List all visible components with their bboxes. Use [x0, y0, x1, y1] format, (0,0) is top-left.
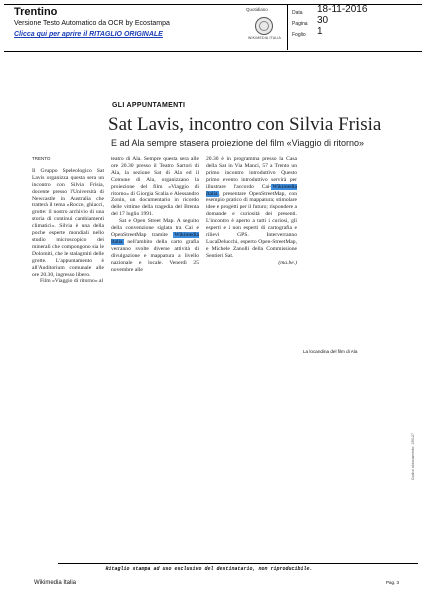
column-3-text-a: 20.30 è in programma presso la Casa della Sat in Via Manci, 57 a Trento un primo incontro introduttivo Questo primo evento introduttivo servirà per illustrare l'accordo Cai-	[206, 156, 297, 190]
foglio-label: Foglio	[292, 32, 306, 38]
wikimedia-logo-icon	[255, 17, 273, 35]
column-2-text-b2: nell'ambito della carto grafia verranno svolte diverse attività di divulgazione e mappatura a livello nazionale e locale. Venerdì 25 novembre alle	[111, 238, 199, 273]
article-column-3	[206, 156, 297, 267]
article-column-2	[111, 156, 199, 273]
column-1-film-intro: Film «Viaggio di ritorno» al	[40, 278, 104, 285]
footer-divider	[58, 563, 418, 564]
wikimedia-logo-text: WIKIMEDIA ITALIA	[248, 36, 282, 40]
column-2-text-b1: Sat e Open Street Map. A seguito della convenzione siglata tra Cai e OpenStreetMap tramite	[111, 218, 199, 238]
image-caption: La locandina del film di Ala	[303, 349, 358, 354]
column-2-text-a: teatro di Ala. Sempre questa sera alle ore 20.30 presso il Teatro Sartori di Ala, la sezione Sat di Ala ed il Comune di Ala, organizzano la proiezione del film «Viaggio di ritorno» di Giorgia Scalia e Alessandro Zonin, un documentario in ricordo delle vittime della tragedia del Brenta del 17 luglio 1991.	[111, 156, 199, 218]
source-name: Wikimedia Italia	[34, 580, 77, 586]
data-value: 18-11-2016	[317, 4, 368, 15]
column-2-paragraph	[111, 218, 199, 273]
open-original-link[interactable]: Clicca qui per aprire il RITAGLIO ORIGINALE	[14, 31, 163, 38]
subscription-code: Codice abbonamento: 135127	[411, 433, 415, 480]
pagina-value: 30	[317, 15, 329, 26]
foglio-value: 1	[317, 26, 323, 37]
data-label: Data	[292, 10, 303, 16]
author-signature: (ma.be.)	[278, 259, 297, 266]
article-headline: Sat Lavis, incontro con Silvia Frisia	[108, 114, 382, 135]
section-kicker: GLI APPUNTAMENTI	[112, 102, 186, 109]
column-3-text-b: , presentare OpenStreetMap, con esempio pratico di mappatura; stimolare idee e progetti per il futuro; rispondere a domande e curiosità dei presenti. L'incontro è aperto a tutti i curiosi, gli esperti e i non esperti di cartografia e rilievi GPS. Interverranno LucaDelucchi, esperto Open-StreetMap, e Michele Zanolli della Commissione Sentieri Sat.	[206, 190, 297, 259]
column-3-paragraph	[206, 156, 297, 260]
article-column-1	[32, 156, 104, 285]
ocr-version-note: Versione Testo Automatico da OCR by Ecostampa	[14, 20, 170, 27]
dateline: TRENTO	[32, 156, 51, 161]
article-subhead: E ad Ala sempre stasera proiezione del film «Viaggio di ritorno»	[111, 138, 364, 148]
reproduction-disclaimer: Ritaglio stampa ad uso esclusivo del destinatario, non riproducibile.	[105, 566, 313, 572]
wikimedia-highlight: Wikimedia Italia	[206, 183, 297, 197]
page-number: Pag. 3	[386, 580, 400, 585]
wikimedia-highlight: Wikimedia Italia	[111, 231, 199, 245]
pagina-label: Pagina	[292, 21, 308, 27]
publication-title: Trentino	[14, 6, 58, 18]
quotidiano-label: Quotidiano	[246, 7, 268, 12]
column-1-text: Il Gruppo Speleologico Sat Lavis organizza questa sera un incontro con Silvia Frisia, docente presso l'Università di Newcastle in Australia che tratterà il tema «Rocce, ghiacci, grotte: il nostro archivio di una storia di continui cambiamenti climatici». Silvia è una della poche esperte mondiali nello studio microscopico dei minerali che compongono sia le Dolomiti, che le stalagmiti delle grotte. L'appuntamento è all'Auditorium comunale alle ore 20.30, ingresso libero.	[32, 167, 104, 278]
header-divider	[287, 4, 288, 50]
